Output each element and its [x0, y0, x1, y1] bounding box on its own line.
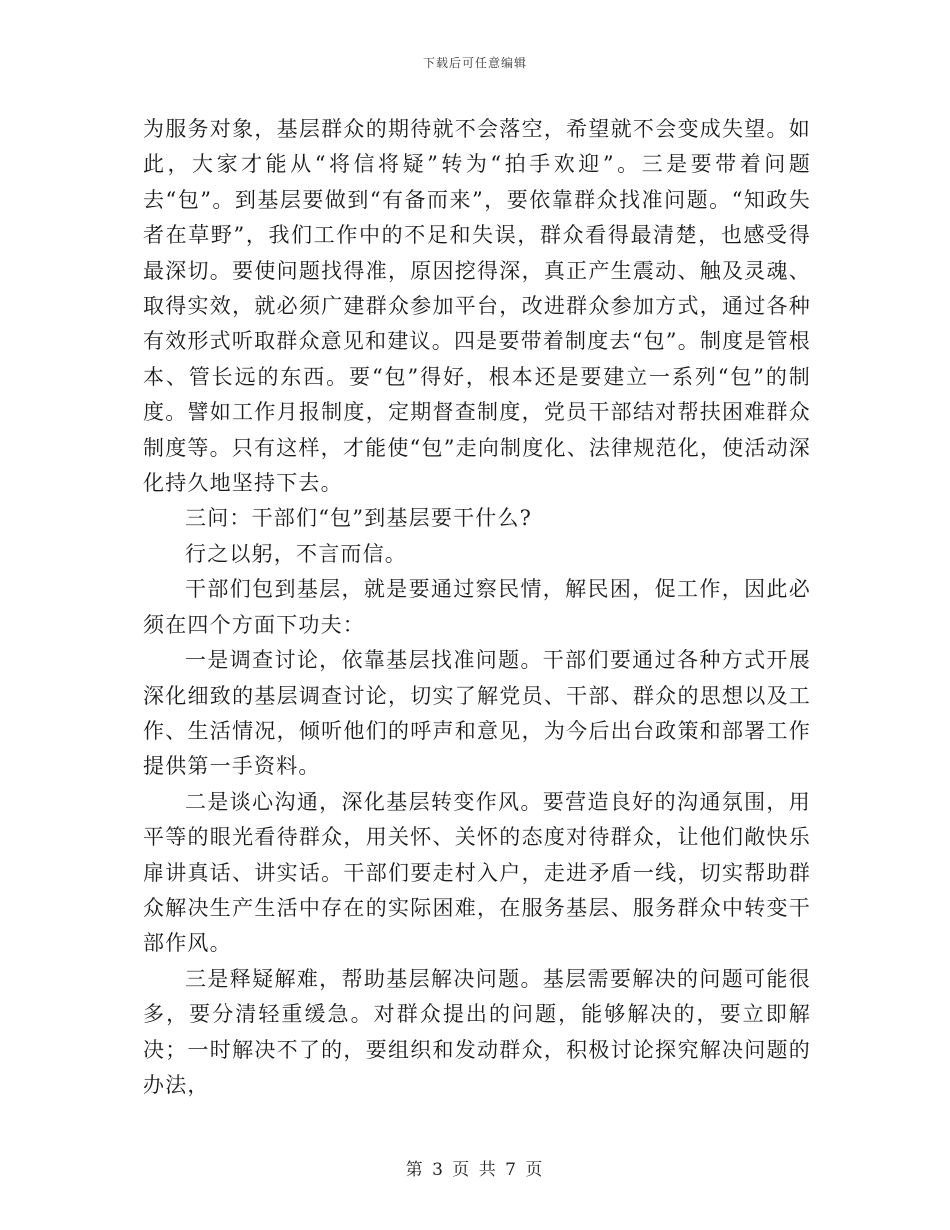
paragraph-intro: 干部们包到基层，就是要通过察民情，解民困，促工作，因此必须在四个方面下功夫：	[143, 577, 811, 637]
paragraph-point-three: 三是释疑解难，帮助基层解决问题。基层需要解决的问题可能很多，要分清轻重缓急。对群众提出的问题，能够解决的，要立即解决；一时解决不了的，要组织和发动群众，积极讨论探究解决问题的办法，	[143, 966, 811, 1097]
question-heading: 三问：干部们“包”到基层要干什么?	[185, 506, 533, 531]
quote-line: 行之以躬，不言而信。	[185, 541, 407, 566]
page-number-footer: 第 3 页 共 7 页	[405, 1160, 545, 1180]
paragraph-continuation: 为服务对象，基层群众的期待就不会落空，希望就不会变成失望。如此，大家才能从“将信将疑”转为“拍手欢迎”。三是要带着问题去“包”。到基层要做到“有备而来”，要依靠群众找准问题。“知政失者在草野”，我们工作中的不足和失误，群众看得最清楚，也感受得最深切。要使问题找得准，原因挖得深，真正产生震动、触及灵魂、取得实效，就必须广建群众参加平台，改进群众参加方式，通过各种有效形式听取群众意见和建议。四是要带着制度去“包”。制度是管根本、管长远的东西。要“包”得好，根本还是要建立一系列“包”的制度。譬如工作月报制度，定期督查制度，党员干部结对帮扶困难群众制度等。只有这样，才能使“包”走向制度化、法律规范化，使活动深化持久地坚持下去。	[143, 117, 811, 496]
page-header: 下载后可任意编辑	[422, 56, 527, 70]
paragraph-point-one: 一是调查讨论，依靠基层找准问题。干部们要通过各种方式开展深化细致的基层调查讨论，切实了解党员、干部、群众的思想以及工作、生活情况，倾听他们的呼声和意见，为今后出台政策和部署工作提供第一手资料。	[143, 648, 811, 779]
paragraph-point-two: 二是谈心沟通，深化基层转变作风。要营造良好的沟通氛围，用平等的眼光看待群众，用关怀、关怀的态度对待群众，让他们敞快乐扉讲真话、讲实话。干部们要走村入户，走进矛盾一线，切实帮助群众解决生产生活中存在的实际困难，在服务基层、服务群众中转变干部作风。	[143, 789, 811, 956]
document-body	[143, 112, 811, 1103]
